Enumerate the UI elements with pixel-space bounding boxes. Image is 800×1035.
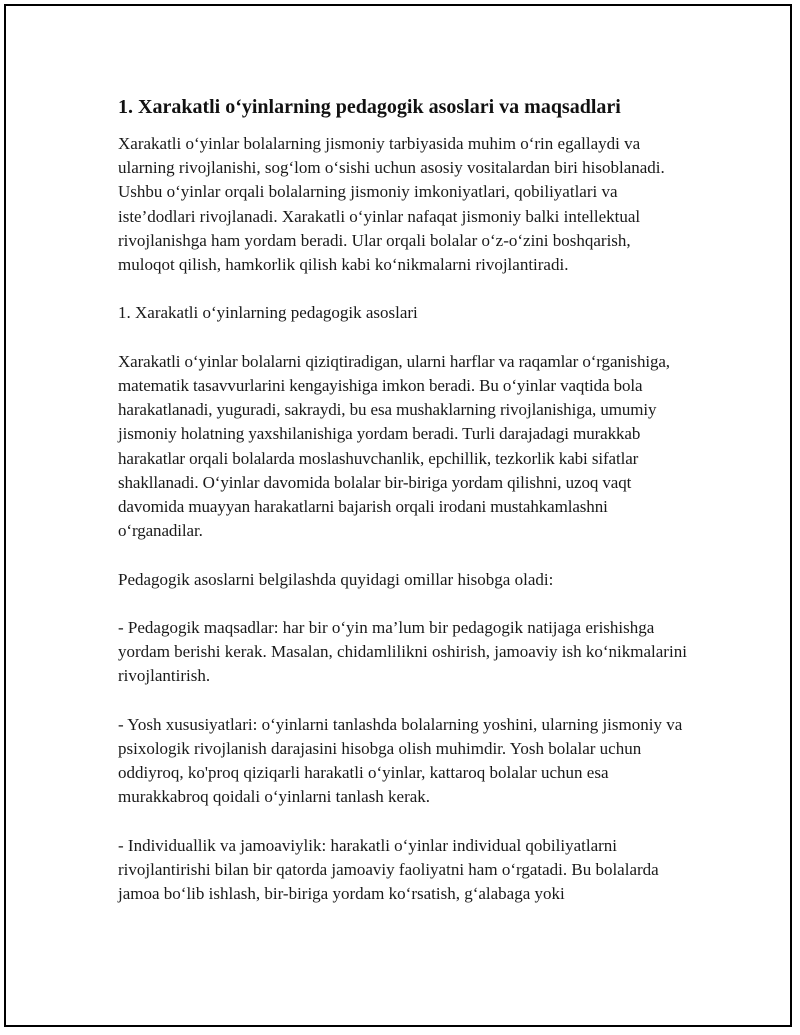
body-paragraph: Xarakatli o‘yinlar bolalarni qiziqtiradigan, ularni harflar va raqamlar o‘rganishiga, matematik tasavvurlarini kengayishiga imkon beradi. Bu o‘yinlar vaqtida bola harakatlanadi, yuguradi, sakraydi, bu esa mushaklarning rivojlanishiga, umumiy jismoniy holatning yaxshilanishiga yordam beradi. Turli darajadagi murakkab harakatlar orqali bolalarda moslashuvchanlik, epchillik, tezkorlik kabi sifatlar shakllanadi. O‘yinlar davomida bolalar bir-biriga yordam qilishni, uzoq vaqt davomida muayyan harakatlarni bajarish orqali irodani mustahkamlashni o‘rganadilar. [118, 351, 670, 541]
list-item-age-features: - Yosh xususiyatlari: o‘yinlarni tanlashda bolalarning yoshini, ularning jismoniy va psixologik rivojlanish darajasini hisobga olish muhimdir. Yosh bolalar uchun oddiyroq, ko'proq qiziqarli harakatli o‘yinlar, kattaroq bolalar uchun esa murakkabroq qoidali o‘yinlarni tanlash kerak. [118, 714, 683, 807]
factors-intro: Pedagogik asoslarni belgilashda quyidagi omillar hisobga oladi: [118, 569, 554, 589]
section-heading: 1. Xarakatli o‘yinlarning pedagogik asoslari va maqsadlari [118, 96, 621, 118]
list-item-individuality: - Individuallik va jamoaviylik: harakatli o‘yinlar individual qobiliyatlarni rivojlantirishi bilan bir qatorda jamoaviy faoliyatni ham o‘rgatadi. Bu bolalarda jamoa bo‘lib ishlash, bir-biriga yordam ko‘rsatish, g‘alabaga yoki [118, 835, 659, 904]
subsection-title: 1. Xarakatli o‘yinlarning pedagogik asoslari [118, 303, 418, 323]
list-item-pedagogical-goals: - Pedagogik maqsadlar: har bir o‘yin ma’lum bir pedagogik natijaga erishishga yordam berishi kerak. Masalan, chidamlilikni oshirish, jamoaviy ish ko‘nikmalarini rivojlantirish. [118, 618, 687, 686]
intro-paragraph: Xarakatli o‘yinlar bolalarning jismoniy tarbiyasida muhim o‘rin egallaydi va ularning rivojlanishi, sog‘lom o‘sishi uchun asosiy vositalardan biri hisoblanadi. Ushbu o‘yinlar orqali bolalarning jismoniy imkoniyatlari, qobiliyatlari va iste’dodlari rivojlanadi. Xarakatli o‘yinlar nafaqat jismoniy balki intellektual rivojlanishga ham yordam beradi. Ular orqali bolalar o‘z-o‘zini boshqarish, muloqot qilish, hamkorlik qilish kabi ko‘nikmalarni rivojlantiradi. [118, 134, 665, 275]
document-body [118, 94, 688, 931]
